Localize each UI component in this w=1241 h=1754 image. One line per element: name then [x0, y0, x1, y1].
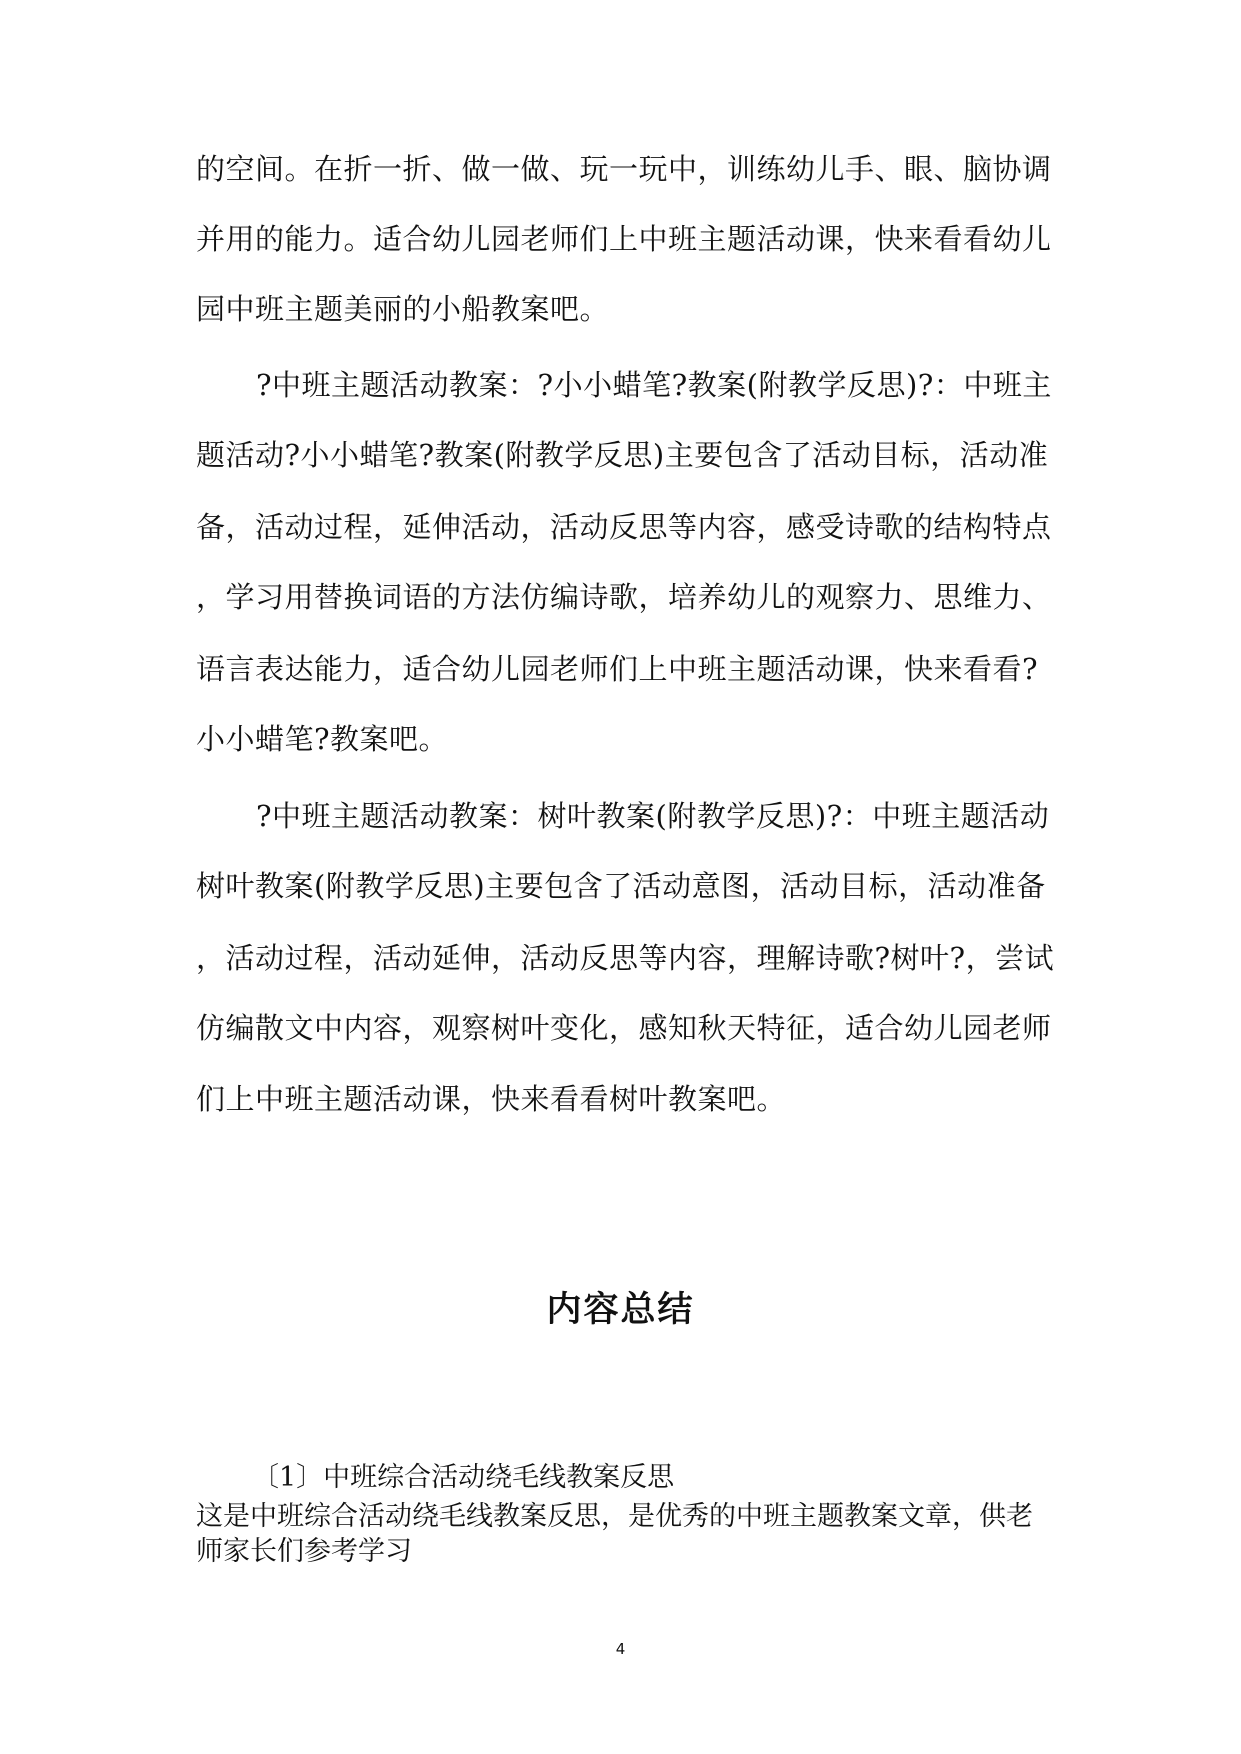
- body-line: 语言表达能力，适合幼儿园老师们上中班主题活动课，快来看看?: [196, 652, 1039, 686]
- body-line: 的空间。在折一折、做一做、玩一玩中，训练幼儿手、眼、脑协调: [196, 152, 1052, 186]
- body-line: ?中班主题活动教案：?小小蜡笔?教案(附教学反思)?：中班主: [256, 368, 1052, 402]
- body-line: ，学习用替换词语的方法仿编诗歌，培养幼儿的观察力、思维力、: [196, 580, 1052, 614]
- summary-line: 师家长们参考学习: [196, 1536, 412, 1567]
- summary-line: 这是中班综合活动绕毛线教案反思，是优秀的中班主题教案文章，供老: [196, 1501, 1033, 1532]
- summary-title: 内容总结: [546, 1290, 695, 1330]
- body-line: 备，活动过程，延伸活动，活动反思等内容，感受诗歌的结构特点: [196, 510, 1052, 544]
- body-line: ?中班主题活动教案：树叶教案(附教学反思)?：中班主题活动: [256, 799, 1050, 833]
- body-line: 园中班主题美丽的小船教案吧。: [196, 292, 610, 326]
- body-line: ，活动过程，活动延伸，活动反思等内容，理解诗歌?树叶?，尝试: [196, 941, 1055, 975]
- body-line: 们上中班主题活动课，快来看看树叶教案吧。: [196, 1082, 787, 1116]
- body-line: 小小蜡笔?教案吧。: [196, 722, 449, 756]
- body-line: 并用的能力。适合幼儿园老师们上中班主题活动课，快来看看幼儿: [196, 222, 1052, 256]
- body-line: 仿编散文中内容，观察树叶变化，感知秋天特征，适合幼儿园老师: [196, 1011, 1052, 1045]
- body-line: 树叶教案(附教学反思)主要包含了活动意图，活动目标，活动准备: [196, 869, 1046, 903]
- body-line: 题活动?小小蜡笔?教案(附教学反思)主要包含了活动目标，活动准: [196, 438, 1049, 472]
- page-number: 4: [615, 1640, 626, 1658]
- summary-item-heading: 〔1〕中班综合活动绕毛线教案反思: [252, 1462, 675, 1493]
